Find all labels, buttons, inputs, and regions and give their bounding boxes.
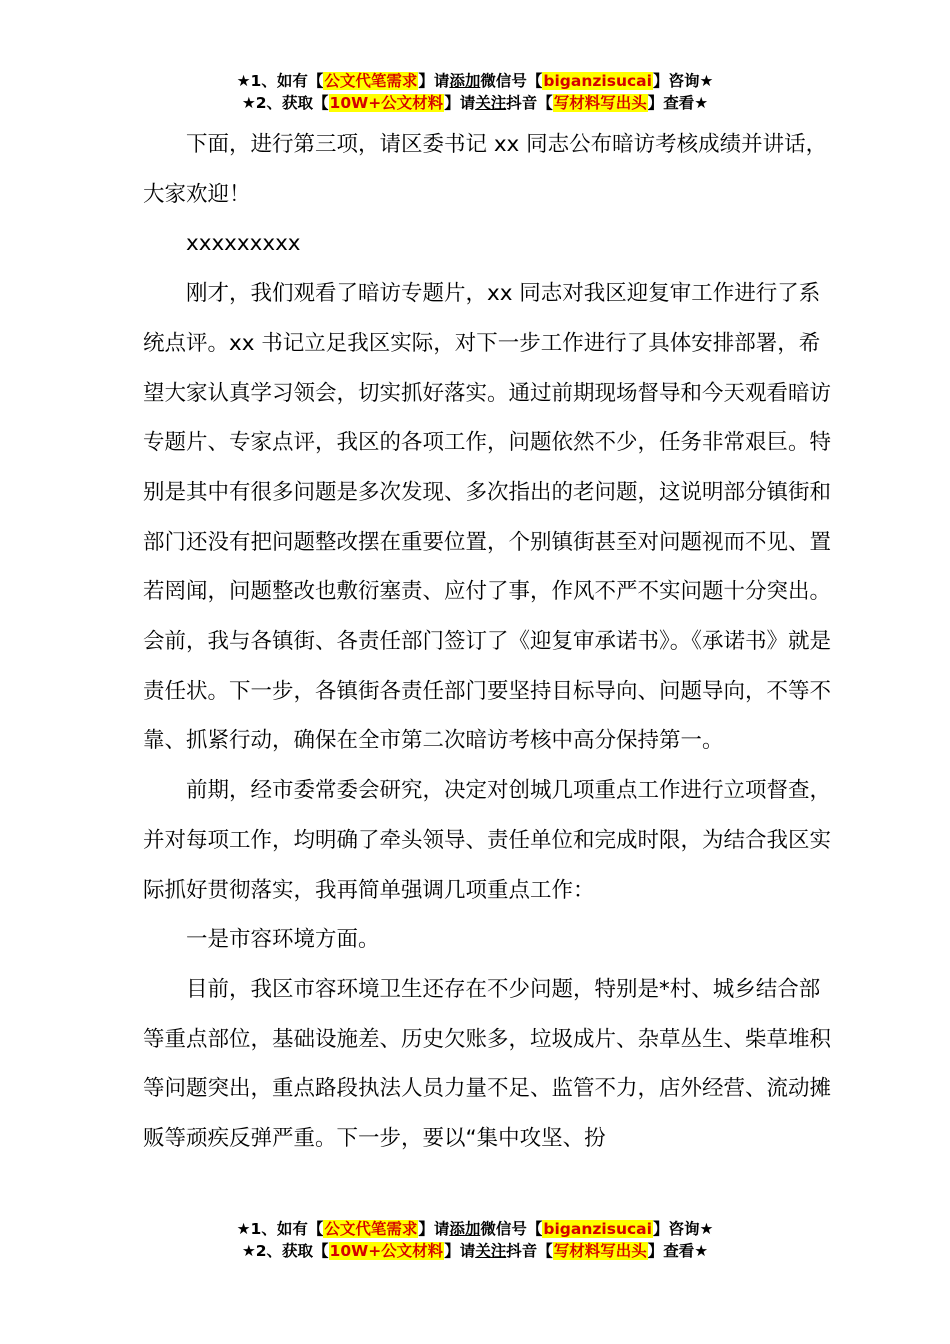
highlight-wechat-id: biganzisucai — [543, 72, 652, 90]
banner-text: 】请 — [418, 1220, 450, 1238]
underlined-add: 添加 — [449, 1220, 481, 1238]
underlined-follow: 关注 — [475, 94, 507, 112]
banner-text: 】请 — [444, 94, 476, 112]
banner-line-2 — [0, 92, 950, 114]
banner-text: ★1、如有【 — [236, 1220, 324, 1238]
banner-line-1 — [0, 1218, 950, 1240]
highlight-douyin: 写材料写出头 — [553, 1242, 647, 1260]
highlight-materials: 10W+公文材料 — [329, 94, 444, 112]
highlight-ghostwriting: 公文代笔需求 — [324, 1220, 418, 1238]
highlight-ghostwriting: 公文代笔需求 — [324, 72, 418, 90]
banner-text: ★1、如有【 — [236, 72, 324, 90]
footer-banner — [0, 1218, 950, 1262]
banner-text: 】咨询★ — [652, 1220, 714, 1238]
paragraph-environment: 目前，我区市容环境卫生还存在不少问题，特别是*村、城乡结合部等重点部位，基础设施差、历史欠账多，垃圾成片、杂草丛生、柴草堆积等问题突出，重点路段执法人员力量不足、监管不力，店外经营、流动摊贩等顽疾反弹严重。下一步，要以“集中攻坚、扮 — [143, 976, 832, 1152]
paragraph-intro: 下面，进行第三项，请区委书记 xx 同志公布暗访考核成绩并讲话，大家欢迎！ — [143, 132, 828, 207]
banner-text: ★2、获取【 — [241, 94, 329, 112]
paragraph-review: 刚才，我们观看了暗访专题片，xx 同志对我区迎复审工作进行了系统点评。xx 书记立足我区实际，对下一步工作进行了具体安排部署，希望大家认真学习领会，切实抓好落实。通过前期现场督导和今天观看暗访专题片、专家点评，我区的各项工作，问题依然不少，任务非常艰巨。特别是其中有很多问题是多次发现、多次指出的老问题，这说明部分镇街和部门还没有把问题整改摆在重要位置，个别镇街甚至对问题视而不见、置若罔闻，问题整改也敷衍塞责、应付了事，作风不严不实问题十分突出。会前，我与各镇街、各责任部门签订了《迎复审承诺书》。《承诺书》就是责任状。下一步，各镇街各责任部门要坚持目标导向、问题导向，不等不靠、抓紧行动，确保在全市第二次暗访考核中高分保持第一。 — [143, 281, 832, 754]
banner-text: 】请 — [418, 72, 450, 90]
banner-text: 微信号【 — [480, 1220, 543, 1238]
banner-text: 抖音【 — [506, 1242, 553, 1260]
banner-text: 】请 — [444, 1242, 476, 1260]
underlined-add: 添加 — [449, 72, 481, 90]
banner-text: 】咨询★ — [652, 72, 714, 90]
header-banner — [0, 70, 950, 114]
banner-text: 】查看★ — [647, 94, 709, 112]
banner-text: ★2、获取【 — [241, 1242, 329, 1260]
underlined-follow: 关注 — [475, 1242, 507, 1260]
highlight-wechat-id: biganzisucai — [543, 1220, 652, 1238]
paragraph-placeholder: xxxxxxxxx — [186, 231, 301, 257]
highlight-douyin: 写材料写出头 — [553, 94, 647, 112]
document-body — [143, 120, 833, 1164]
paragraph-key-tasks: 前期，经市委常委会研究，决定对创城几项重点工作进行立项督查，并对每项工作，均明确了牵头领导、责任单位和完成时限，为结合我区实际抓好贯彻落实，我再简单强调几项重点工作： — [143, 778, 832, 903]
section-heading: 一是市容环境方面。 — [186, 927, 380, 953]
banner-text: 抖音【 — [506, 94, 553, 112]
banner-line-1 — [0, 70, 950, 92]
banner-text: 】查看★ — [647, 1242, 709, 1260]
banner-line-2 — [0, 1240, 950, 1262]
banner-text: 微信号【 — [480, 72, 543, 90]
highlight-materials: 10W+公文材料 — [329, 1242, 444, 1260]
